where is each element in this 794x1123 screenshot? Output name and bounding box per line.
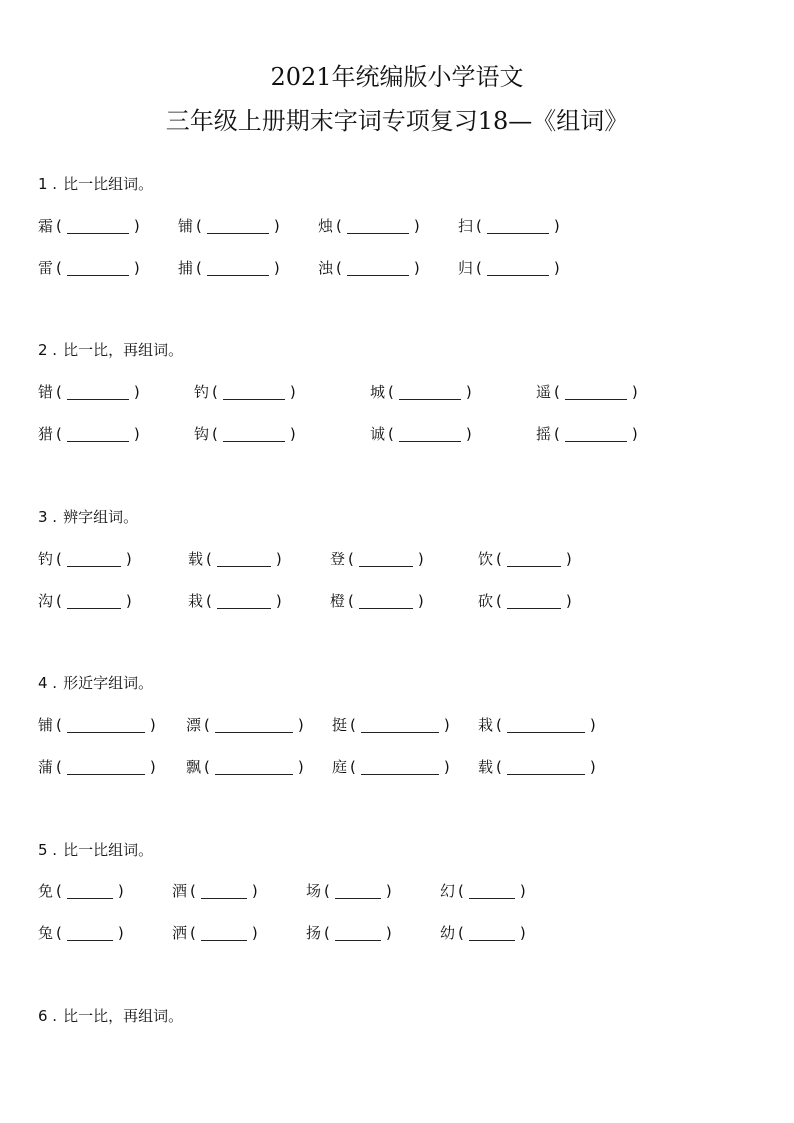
answer-blank[interactable]	[361, 756, 439, 775]
character: 载	[188, 550, 204, 568]
close-paren: )	[465, 383, 472, 401]
word-item	[458, 257, 563, 279]
close-paren: )	[251, 924, 258, 942]
close-paren: )	[631, 425, 638, 443]
character-row	[0, 381, 794, 403]
close-paren: )	[273, 259, 280, 277]
character: 栽	[478, 716, 494, 734]
word-item	[186, 714, 307, 736]
close-paren: )	[519, 882, 526, 900]
character: 洒	[172, 924, 188, 942]
close-paren: )	[275, 592, 282, 610]
word-item	[536, 423, 641, 445]
question-number: 6 .	[38, 1007, 58, 1025]
word-item	[188, 548, 285, 570]
character: 归	[458, 259, 474, 277]
close-paren: )	[565, 550, 572, 568]
word-item	[478, 548, 575, 570]
character: 漂	[186, 716, 202, 734]
character: 庭	[332, 758, 348, 776]
open-paren: (	[554, 383, 560, 401]
open-paren: (	[324, 924, 330, 942]
open-paren: (	[190, 924, 196, 942]
close-paren: )	[275, 550, 282, 568]
question-prompt: 比一比组词。	[63, 175, 154, 193]
close-paren: )	[133, 217, 140, 235]
open-paren: (	[56, 259, 62, 277]
answer-blank[interactable]	[223, 381, 285, 400]
character: 扫	[458, 217, 474, 235]
answer-blank[interactable]	[223, 423, 285, 442]
character: 兔	[38, 924, 54, 942]
character: 钩	[194, 425, 210, 443]
close-paren: )	[297, 716, 304, 734]
open-paren: (	[496, 758, 502, 776]
answer-blank[interactable]	[67, 257, 129, 276]
word-item	[38, 381, 143, 403]
answer-blank[interactable]	[67, 423, 129, 442]
word-item	[38, 714, 159, 736]
open-paren: (	[388, 425, 394, 443]
answer-blank[interactable]	[359, 548, 413, 567]
worksheet-title-line-2: 三年级上册期末字词专项复习18—《组词》	[165, 107, 629, 135]
question-prompt: 比一比组词。	[63, 841, 154, 859]
answer-blank[interactable]	[207, 215, 269, 234]
open-paren: (	[476, 217, 482, 235]
question-prompt: 辨字组词。	[63, 508, 139, 526]
character-row	[0, 880, 794, 902]
open-paren: (	[56, 758, 62, 776]
close-paren: )	[289, 425, 296, 443]
character: 铺	[178, 217, 194, 235]
close-paren: )	[385, 882, 392, 900]
word-item	[330, 590, 427, 612]
close-paren: )	[565, 592, 572, 610]
character: 钓	[38, 550, 54, 568]
answer-blank[interactable]	[335, 922, 381, 941]
open-paren: (	[212, 425, 218, 443]
open-paren: (	[348, 550, 354, 568]
answer-blank[interactable]	[507, 548, 561, 567]
word-item	[440, 880, 529, 902]
close-paren: )	[589, 716, 596, 734]
close-paren: )	[251, 882, 258, 900]
word-item	[38, 922, 127, 944]
open-paren: (	[56, 217, 62, 235]
word-item	[440, 922, 529, 944]
close-paren: )	[297, 758, 304, 776]
word-item	[38, 423, 143, 445]
word-item	[38, 880, 127, 902]
character: 场	[306, 882, 322, 900]
close-paren: )	[443, 716, 450, 734]
character: 城	[370, 383, 386, 401]
character: 猎	[38, 425, 54, 443]
character: 幼	[440, 924, 456, 942]
word-item	[536, 381, 641, 403]
close-paren: )	[133, 383, 140, 401]
word-item	[38, 548, 135, 570]
word-item	[178, 215, 283, 237]
close-paren: )	[417, 550, 424, 568]
open-paren: (	[56, 425, 62, 443]
question-heading	[38, 1006, 183, 1026]
word-item	[38, 590, 135, 612]
character: 烛	[318, 217, 334, 235]
word-item	[478, 714, 599, 736]
character: 遥	[536, 383, 552, 401]
word-item	[306, 922, 395, 944]
answer-blank[interactable]	[335, 880, 381, 899]
word-item	[332, 714, 453, 736]
word-item	[172, 880, 261, 902]
character: 浊	[318, 259, 334, 277]
character: 挺	[332, 716, 348, 734]
question-heading	[38, 840, 153, 860]
answer-blank[interactable]	[487, 215, 549, 234]
question-number: 2 .	[38, 341, 58, 359]
open-paren: (	[496, 592, 502, 610]
answer-blank[interactable]	[507, 590, 561, 609]
question-prompt: 比一比，再组词。	[63, 1007, 184, 1025]
character: 免	[38, 882, 54, 900]
open-paren: (	[388, 383, 394, 401]
answer-blank[interactable]	[67, 381, 129, 400]
answer-blank[interactable]	[399, 381, 461, 400]
word-item	[38, 215, 143, 237]
question-heading	[38, 507, 138, 527]
open-paren: (	[196, 217, 202, 235]
character: 幻	[440, 882, 456, 900]
answer-blank[interactable]	[469, 922, 515, 941]
word-item	[332, 756, 453, 778]
close-paren: )	[413, 217, 420, 235]
question-number: 4 .	[38, 674, 58, 692]
character-row	[0, 714, 794, 736]
answer-blank[interactable]	[67, 922, 113, 941]
close-paren: )	[465, 425, 472, 443]
open-paren: (	[496, 550, 502, 568]
word-item	[38, 756, 159, 778]
open-paren: (	[56, 550, 62, 568]
word-item	[186, 756, 307, 778]
character: 蒲	[38, 758, 54, 776]
answer-blank[interactable]	[469, 880, 515, 899]
answer-blank[interactable]	[565, 423, 627, 442]
answer-blank[interactable]	[347, 215, 409, 234]
answer-blank[interactable]	[201, 880, 247, 899]
answer-blank[interactable]	[215, 756, 293, 775]
open-paren: (	[56, 383, 62, 401]
character: 扬	[306, 924, 322, 942]
character: 酒	[172, 882, 188, 900]
character: 载	[478, 758, 494, 776]
word-item	[178, 257, 283, 279]
close-paren: )	[149, 758, 156, 776]
character: 铺	[38, 716, 54, 734]
word-item	[38, 257, 143, 279]
close-paren: )	[125, 592, 132, 610]
character: 砍	[478, 592, 494, 610]
character: 捕	[178, 259, 194, 277]
open-paren: (	[212, 383, 218, 401]
open-paren: (	[56, 716, 62, 734]
close-paren: )	[589, 758, 596, 776]
open-paren: (	[350, 716, 356, 734]
word-item	[318, 257, 423, 279]
open-paren: (	[206, 550, 212, 568]
question-heading	[38, 673, 153, 693]
open-paren: (	[196, 259, 202, 277]
question-prompt: 形近字组词。	[63, 674, 154, 692]
character: 钓	[194, 383, 210, 401]
close-paren: )	[273, 217, 280, 235]
open-paren: (	[458, 882, 464, 900]
answer-blank[interactable]	[67, 215, 129, 234]
close-paren: )	[133, 425, 140, 443]
open-paren: (	[204, 716, 210, 734]
character: 登	[330, 550, 346, 568]
close-paren: )	[519, 924, 526, 942]
close-paren: )	[289, 383, 296, 401]
word-item	[194, 381, 299, 403]
character-row	[0, 590, 794, 612]
close-paren: )	[117, 924, 124, 942]
word-item	[458, 215, 563, 237]
word-item	[478, 590, 575, 612]
answer-blank[interactable]	[67, 880, 113, 899]
character-row	[0, 922, 794, 944]
answer-blank[interactable]	[207, 257, 269, 276]
word-item	[194, 423, 299, 445]
close-paren: )	[117, 882, 124, 900]
character: 摇	[536, 425, 552, 443]
answer-blank[interactable]	[67, 714, 145, 733]
word-item	[306, 880, 395, 902]
close-paren: )	[443, 758, 450, 776]
open-paren: (	[496, 716, 502, 734]
open-paren: (	[336, 259, 342, 277]
answer-blank[interactable]	[215, 714, 293, 733]
character: 橙	[330, 592, 346, 610]
character: 诚	[370, 425, 386, 443]
close-paren: )	[385, 924, 392, 942]
open-paren: (	[56, 882, 62, 900]
question-number: 1 .	[38, 175, 58, 193]
character: 饮	[478, 550, 494, 568]
answer-blank[interactable]	[361, 714, 439, 733]
open-paren: (	[476, 259, 482, 277]
close-paren: )	[413, 259, 420, 277]
answer-blank[interactable]	[359, 590, 413, 609]
answer-blank[interactable]	[67, 548, 121, 567]
answer-blank[interactable]	[507, 714, 585, 733]
character: 栽	[188, 592, 204, 610]
answer-blank[interactable]	[67, 590, 121, 609]
answer-blank[interactable]	[507, 756, 585, 775]
character: 错	[38, 383, 54, 401]
close-paren: )	[133, 259, 140, 277]
answer-blank[interactable]	[487, 257, 549, 276]
open-paren: (	[56, 924, 62, 942]
word-item	[172, 922, 261, 944]
question-heading	[38, 174, 153, 194]
character-row	[0, 548, 794, 570]
open-paren: (	[554, 425, 560, 443]
answer-blank[interactable]	[201, 922, 247, 941]
character-row	[0, 423, 794, 445]
open-paren: (	[348, 592, 354, 610]
open-paren: (	[204, 758, 210, 776]
word-item	[478, 756, 599, 778]
character: 霜	[38, 217, 54, 235]
open-paren: (	[324, 882, 330, 900]
character-row	[0, 215, 794, 237]
close-paren: )	[553, 217, 560, 235]
close-paren: )	[149, 716, 156, 734]
open-paren: (	[336, 217, 342, 235]
open-paren: (	[458, 924, 464, 942]
close-paren: )	[631, 383, 638, 401]
word-item	[370, 423, 475, 445]
close-paren: )	[417, 592, 424, 610]
word-item	[188, 590, 285, 612]
character-row	[0, 257, 794, 279]
question-number: 3 .	[38, 508, 58, 526]
question-prompt: 比一比，再组词。	[63, 341, 184, 359]
open-paren: (	[56, 592, 62, 610]
character: 雷	[38, 259, 54, 277]
worksheet-title-line-1: 2021年统编版小学语文	[270, 63, 524, 91]
answer-blank[interactable]	[399, 423, 461, 442]
character: 飘	[186, 758, 202, 776]
character-row	[0, 756, 794, 778]
open-paren: (	[190, 882, 196, 900]
answer-blank[interactable]	[217, 590, 271, 609]
close-paren: )	[553, 259, 560, 277]
answer-blank[interactable]	[217, 548, 271, 567]
open-paren: (	[350, 758, 356, 776]
open-paren: (	[206, 592, 212, 610]
word-item	[330, 548, 427, 570]
close-paren: )	[125, 550, 132, 568]
answer-blank[interactable]	[67, 756, 145, 775]
answer-blank[interactable]	[565, 381, 627, 400]
question-number: 5 .	[38, 841, 58, 859]
word-item	[318, 215, 423, 237]
answer-blank[interactable]	[347, 257, 409, 276]
word-item	[370, 381, 475, 403]
question-heading	[38, 340, 183, 360]
character: 沟	[38, 592, 54, 610]
